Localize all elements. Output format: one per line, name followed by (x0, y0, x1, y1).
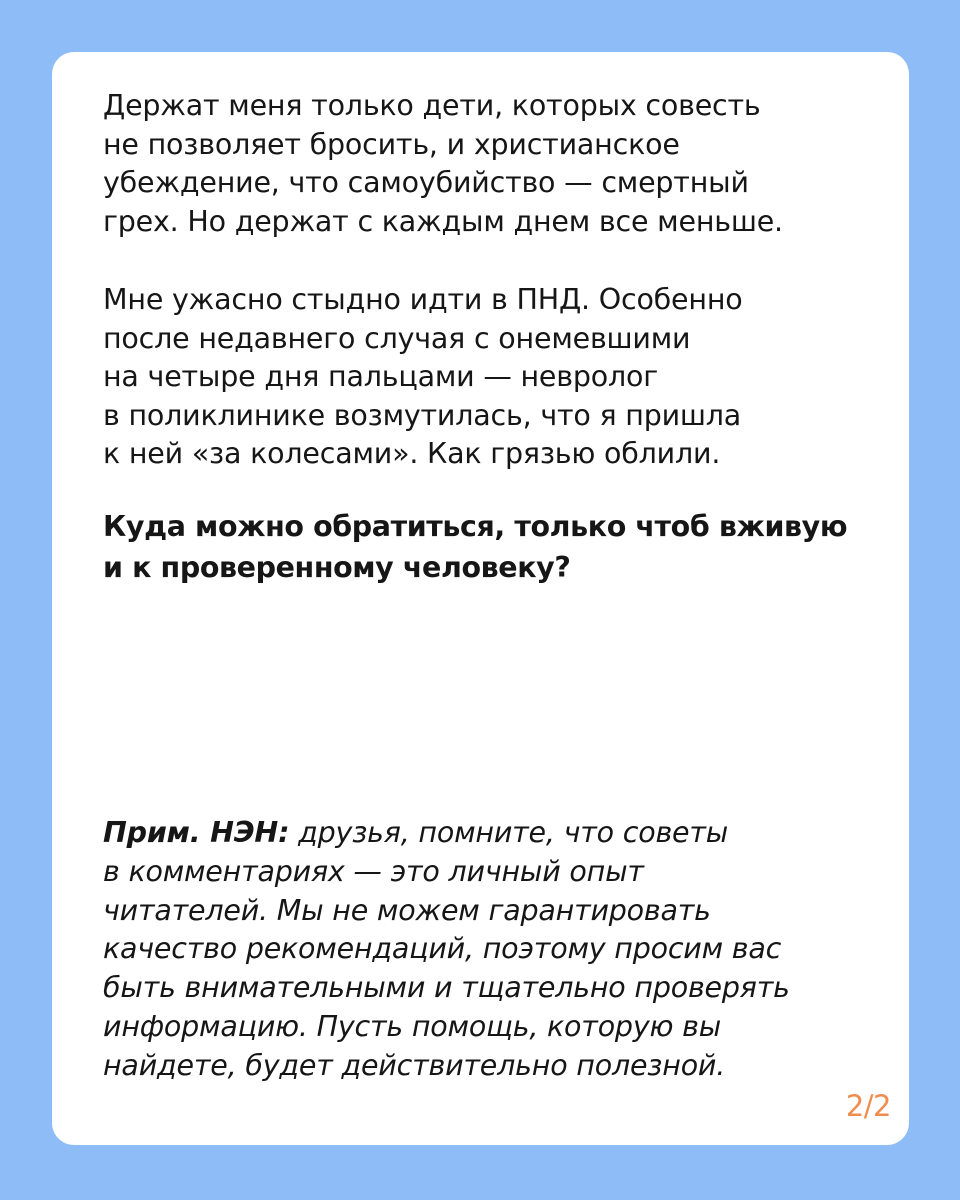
page-counter: 2/2 (845, 1089, 891, 1123)
content-card (52, 52, 909, 1145)
paragraph-2-line: в поликлинике возмутилась, что я пришла (103, 398, 742, 432)
paragraph-2-line: на четыре дня пальцами — невролог (103, 360, 658, 393)
note-first-line-text: друзья, помните, что советы (289, 816, 729, 849)
note-line: информацию. Пусть помощь, которую вы (103, 1009, 722, 1043)
editor-note (103, 814, 863, 1086)
paragraph-2-line: Мне ужасно стыдно идти в ПНД. Особенно (103, 283, 743, 316)
paragraph-1 (103, 87, 863, 241)
note-label: Прим. НЭН: (103, 816, 290, 849)
question-line: и к проверенному человеку? (103, 551, 571, 584)
question-line: Куда можно обратиться, только чтоб вживую (103, 510, 848, 543)
paragraph-1-line: убеждение, что самоубийство — смертный (103, 166, 749, 199)
note-line: быть внимательными и тщательно проверять (103, 971, 790, 1005)
note-line: в комментариях — это личный опыт (103, 854, 644, 888)
paragraph-1-line: Держат меня только дети, которых совесть (103, 89, 761, 122)
paragraph-2-line: после недавнего случая с онемевшими (103, 321, 691, 355)
question-heading (103, 506, 863, 588)
paragraph-2 (103, 281, 863, 474)
note-line: найдете, будет действительно полезной. (103, 1048, 726, 1082)
note-line: читателей. Мы не можем гарантировать (103, 893, 711, 927)
paragraph-1-line: не позволяет бросить, и христианское (103, 127, 680, 161)
paragraph-2-line: к ней «за колесами». Как грязью облили. (103, 437, 721, 470)
paragraph-1-line: грех. Но держат с каждым днем все меньше. (103, 204, 783, 238)
note-line: качество рекомендаций, поэтому просим вас (103, 932, 782, 966)
note-first-line (103, 814, 863, 853)
